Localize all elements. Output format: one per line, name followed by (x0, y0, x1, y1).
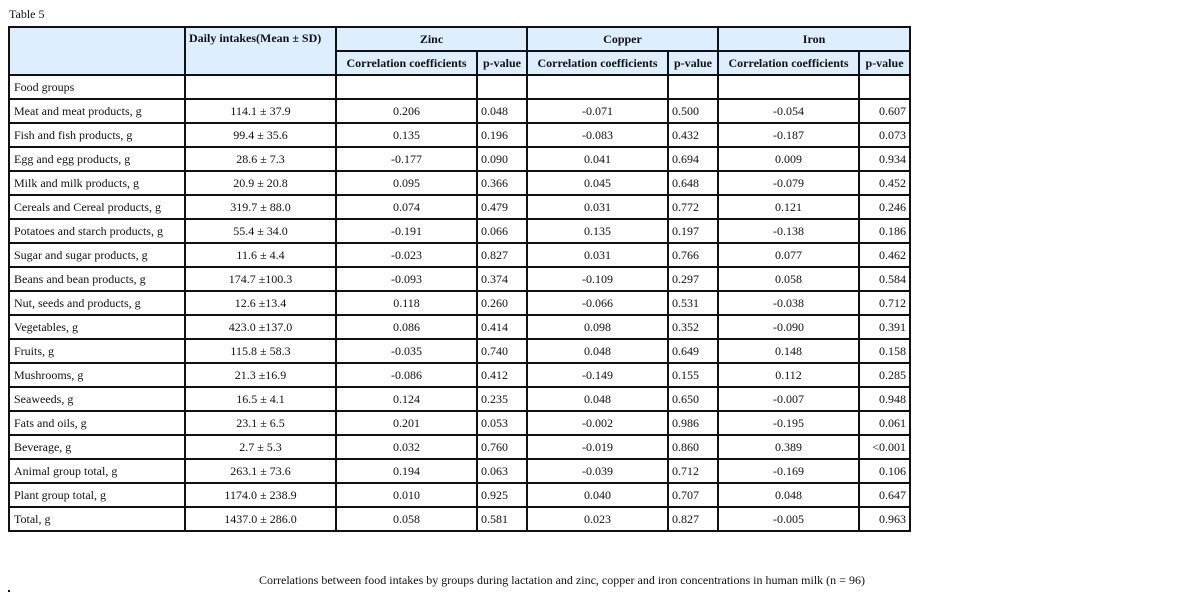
iron-corr-cell: 0.389 (718, 435, 859, 459)
empty-cell (336, 75, 477, 99)
iron-corr-cell: -0.090 (718, 315, 859, 339)
copper-corr-cell: 0.098 (527, 315, 668, 339)
food-cell: Potatoes and starch products, g (9, 219, 185, 243)
iron-corr-cell: -0.138 (718, 219, 859, 243)
intake-cell: 11.6 ± 4.4 (185, 243, 336, 267)
table-row (9, 291, 910, 315)
empty-cell (185, 75, 336, 99)
iron-pval-cell: 0.186 (859, 219, 910, 243)
table-row (9, 243, 910, 267)
zinc-corr-cell: 0.206 (336, 99, 477, 123)
intake-cell: 174.7 ±100.3 (185, 267, 336, 291)
copper-pval-cell: 0.986 (668, 411, 718, 435)
copper-pval-cell: 0.712 (668, 459, 718, 483)
food-cell: Mushrooms, g (9, 363, 185, 387)
zinc-pval-cell: 0.412 (477, 363, 527, 387)
iron-pval-cell: 0.607 (859, 99, 910, 123)
zinc-pval-cell: 0.053 (477, 411, 527, 435)
iron-pval-cell: 0.462 (859, 243, 910, 267)
empty-cell (527, 75, 668, 99)
iron-pval-cell: 0.285 (859, 363, 910, 387)
food-cell: Beverage, g (9, 435, 185, 459)
iron-pval-cell: 0.391 (859, 315, 910, 339)
food-cell: Fish and fish products, g (9, 123, 185, 147)
copper-pval-cell: 0.155 (668, 363, 718, 387)
zinc-pval-cell: 0.235 (477, 387, 527, 411)
zinc-corr-cell: 0.058 (336, 507, 477, 531)
copper-corr-cell: 0.041 (527, 147, 668, 171)
intake-cell: 115.8 ± 58.3 (185, 339, 336, 363)
food-cell: Cereals and Cereal products, g (9, 195, 185, 219)
zinc-corr-cell: 0.135 (336, 123, 477, 147)
iron-pval-cell: 0.584 (859, 267, 910, 291)
intake-cell: 20.9 ± 20.8 (185, 171, 336, 195)
zinc-corr-cell: -0.086 (336, 363, 477, 387)
iron-corr-cell: -0.079 (718, 171, 859, 195)
copper-pval-cell: 0.766 (668, 243, 718, 267)
zinc-corr-cell: 0.010 (336, 483, 477, 507)
iron-corr-cell: 0.048 (718, 483, 859, 507)
table-row (9, 411, 910, 435)
copper-corr-cell: -0.039 (527, 459, 668, 483)
iron-pval-cell: 0.647 (859, 483, 910, 507)
intake-cell: 319.7 ± 88.0 (185, 195, 336, 219)
zinc-pval-cell: 0.374 (477, 267, 527, 291)
iron-corr-cell: 0.009 (718, 147, 859, 171)
zinc-pval-cell: 0.740 (477, 339, 527, 363)
data-table (8, 26, 911, 532)
zinc-pval-cell: 0.827 (477, 243, 527, 267)
table-row (9, 267, 910, 291)
copper-corr-cell: -0.019 (527, 435, 668, 459)
food-cell: Meat and meat products, g (9, 99, 185, 123)
copper-pval-cell: 0.827 (668, 507, 718, 531)
food-cell: Seaweeds, g (9, 387, 185, 411)
zinc-pval-cell: 0.063 (477, 459, 527, 483)
intake-cell: 16.5 ± 4.1 (185, 387, 336, 411)
empty-cell (718, 75, 859, 99)
intake-cell: 99.4 ± 35.6 (185, 123, 336, 147)
zinc-pval-cell: 0.260 (477, 291, 527, 315)
iron-corr-cell: 0.058 (718, 267, 859, 291)
intake-cell: 28.6 ± 7.3 (185, 147, 336, 171)
intake-cell: 1174.0 ± 238.9 (185, 483, 336, 507)
empty-cell (668, 75, 718, 99)
header-food-group-cell (9, 27, 185, 75)
zinc-corr-cell: -0.035 (336, 339, 477, 363)
food-cell: Vegetables, g (9, 315, 185, 339)
table-row (9, 459, 910, 483)
copper-pval-cell: 0.197 (668, 219, 718, 243)
zinc-pval-cell: 0.196 (477, 123, 527, 147)
copper-pval-cell: 0.531 (668, 291, 718, 315)
iron-corr-cell: -0.007 (718, 387, 859, 411)
table-row (9, 219, 910, 243)
food-cell: Fats and oils, g (9, 411, 185, 435)
copper-corr-cell: -0.109 (527, 267, 668, 291)
zinc-corr-cell: -0.093 (336, 267, 477, 291)
copper-corr-cell: 0.135 (527, 219, 668, 243)
food-cell: Beans and bean products, g (9, 267, 185, 291)
table-caption: Correlations between food intakes by groups during lactation and zinc, copper and iron concentrations in human milk (n = 96) (259, 573, 865, 587)
food-cell: Fruits, g (9, 339, 185, 363)
iron-corr-cell: 0.121 (718, 195, 859, 219)
intake-cell: 23.1 ± 6.5 (185, 411, 336, 435)
section-label: Food groups (9, 75, 185, 99)
zinc-corr-cell: 0.201 (336, 411, 477, 435)
empty-cell (859, 75, 910, 99)
header-iron: Iron (718, 27, 910, 51)
copper-pval-cell: 0.772 (668, 195, 718, 219)
zinc-corr-cell: 0.086 (336, 315, 477, 339)
copper-pval-cell: 0.650 (668, 387, 718, 411)
table-row (9, 363, 910, 387)
zinc-pval-cell: 0.581 (477, 507, 527, 531)
iron-pval-cell: 0.948 (859, 387, 910, 411)
zinc-pval-cell: 0.090 (477, 147, 527, 171)
header-copper: Copper (527, 27, 718, 51)
intake-cell: 55.4 ± 34.0 (185, 219, 336, 243)
iron-corr-cell: 0.112 (718, 363, 859, 387)
iron-pval-cell: 0.061 (859, 411, 910, 435)
iron-pval-cell: 0.712 (859, 291, 910, 315)
table-row (9, 147, 910, 171)
copper-corr-cell: 0.040 (527, 483, 668, 507)
zinc-corr-cell: 0.095 (336, 171, 477, 195)
iron-corr-cell: -0.187 (718, 123, 859, 147)
section-row (9, 75, 910, 99)
intake-cell: 114.1 ± 37.9 (185, 99, 336, 123)
table-label: Table 5 (9, 7, 45, 21)
copper-pval-cell: 0.860 (668, 435, 718, 459)
zinc-corr-cell: 0.032 (336, 435, 477, 459)
intake-cell: 2.7 ± 5.3 (185, 435, 336, 459)
copper-corr-cell: 0.045 (527, 171, 668, 195)
table-row (9, 171, 910, 195)
zinc-pval-cell: 0.066 (477, 219, 527, 243)
header-daily-intakes: Daily intakes(Mean ± SD) (185, 27, 336, 75)
iron-pval-cell: <0.001 (859, 435, 910, 459)
copper-corr-cell: 0.031 (527, 243, 668, 267)
copper-corr-cell: -0.149 (527, 363, 668, 387)
copper-pval-cell: 0.297 (668, 267, 718, 291)
zinc-corr-cell: -0.023 (336, 243, 477, 267)
table-row (9, 99, 910, 123)
header-copper-pval: p-value (668, 51, 718, 75)
copper-pval-cell: 0.500 (668, 99, 718, 123)
intake-cell: 1437.0 ± 286.0 (185, 507, 336, 531)
iron-pval-cell: 0.158 (859, 339, 910, 363)
iron-corr-cell: -0.054 (718, 99, 859, 123)
zinc-corr-cell: -0.177 (336, 147, 477, 171)
iron-corr-cell: -0.195 (718, 411, 859, 435)
food-cell: Milk and milk products, g (9, 171, 185, 195)
copper-pval-cell: 0.694 (668, 147, 718, 171)
copper-corr-cell: 0.048 (527, 339, 668, 363)
copper-corr-cell: -0.071 (527, 99, 668, 123)
intake-cell: 12.6 ±13.4 (185, 291, 336, 315)
iron-corr-cell: -0.005 (718, 507, 859, 531)
table-row (9, 483, 910, 507)
iron-corr-cell: -0.169 (718, 459, 859, 483)
zinc-pval-cell: 0.479 (477, 195, 527, 219)
intake-cell: 423.0 ±137.0 (185, 315, 336, 339)
iron-corr-cell: -0.038 (718, 291, 859, 315)
food-cell: Animal group total, g (9, 459, 185, 483)
header-zinc: Zinc (336, 27, 527, 51)
zinc-pval-cell: 0.048 (477, 99, 527, 123)
iron-corr-cell: 0.148 (718, 339, 859, 363)
copper-corr-cell: 0.031 (527, 195, 668, 219)
iron-pval-cell: 0.246 (859, 195, 910, 219)
table-row (9, 195, 910, 219)
intake-cell: 21.3 ±16.9 (185, 363, 336, 387)
table-row (9, 507, 910, 531)
header-zinc-pval: p-value (477, 51, 527, 75)
header-copper-corr: Correlation coefficients (527, 51, 668, 75)
iron-pval-cell: 0.106 (859, 459, 910, 483)
food-cell: Egg and egg products, g (9, 147, 185, 171)
zinc-pval-cell: 0.925 (477, 483, 527, 507)
copper-corr-cell: -0.066 (527, 291, 668, 315)
zinc-corr-cell: 0.124 (336, 387, 477, 411)
copper-pval-cell: 0.707 (668, 483, 718, 507)
iron-pval-cell: 0.452 (859, 171, 910, 195)
copper-corr-cell: 0.048 (527, 387, 668, 411)
zinc-pval-cell: 0.414 (477, 315, 527, 339)
zinc-pval-cell: 0.760 (477, 435, 527, 459)
copper-corr-cell: 0.023 (527, 507, 668, 531)
copper-corr-cell: -0.083 (527, 123, 668, 147)
zinc-pval-cell: 0.366 (477, 171, 527, 195)
table-row (9, 339, 910, 363)
empty-cell (477, 75, 527, 99)
copper-pval-cell: 0.648 (668, 171, 718, 195)
zinc-corr-cell: -0.191 (336, 219, 477, 243)
iron-corr-cell: 0.077 (718, 243, 859, 267)
food-cell: Plant group total, g (9, 483, 185, 507)
table-row (9, 387, 910, 411)
copper-pval-cell: 0.432 (668, 123, 718, 147)
food-cell: Nut, seeds and products, g (9, 291, 185, 315)
table-row (9, 315, 910, 339)
intake-cell: 263.1 ± 73.6 (185, 459, 336, 483)
header-zinc-corr: Correlation coefficients (336, 51, 477, 75)
copper-pval-cell: 0.352 (668, 315, 718, 339)
iron-pval-cell: 0.934 (859, 147, 910, 171)
table-row (9, 123, 910, 147)
copper-pval-cell: 0.649 (668, 339, 718, 363)
stray-dot (8, 590, 10, 592)
zinc-corr-cell: 0.194 (336, 459, 477, 483)
zinc-corr-cell: 0.074 (336, 195, 477, 219)
table-row (9, 435, 910, 459)
iron-pval-cell: 0.963 (859, 507, 910, 531)
zinc-corr-cell: 0.118 (336, 291, 477, 315)
header-iron-pval: p-value (859, 51, 910, 75)
food-cell: Sugar and sugar products, g (9, 243, 185, 267)
iron-pval-cell: 0.073 (859, 123, 910, 147)
food-cell: Total, g (9, 507, 185, 531)
header-iron-corr: Correlation coefficients (718, 51, 859, 75)
copper-corr-cell: -0.002 (527, 411, 668, 435)
